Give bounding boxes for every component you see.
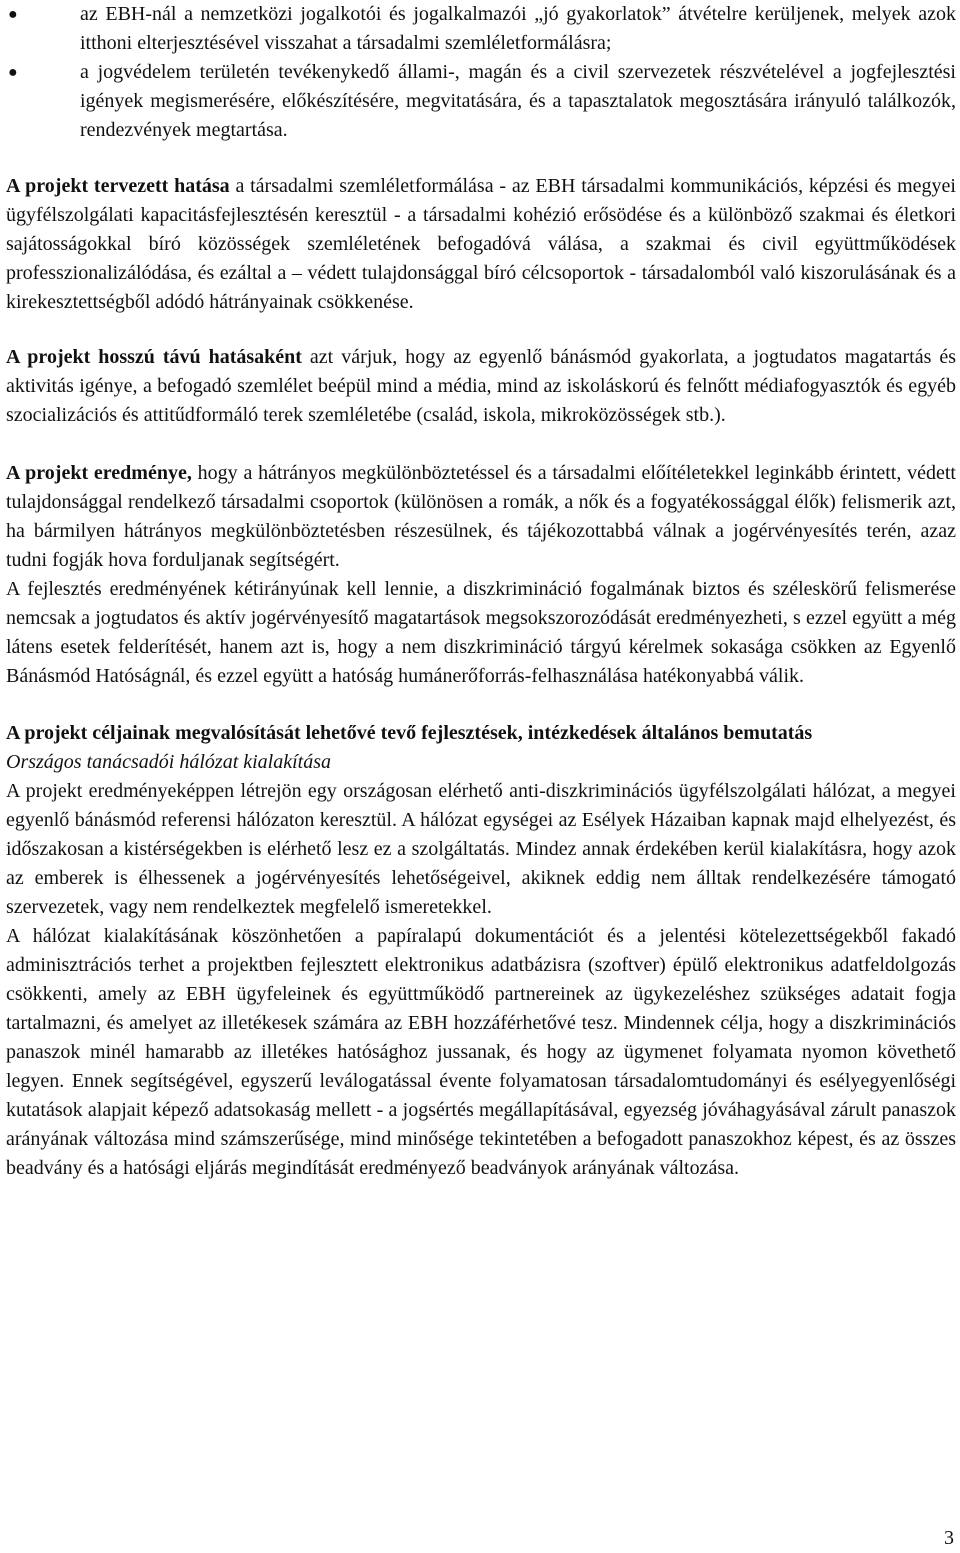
bullet-list — [6, 0, 956, 145]
paragraph-lead: A projekt hosszú távú hatásaként — [6, 346, 302, 368]
paragraph-result — [6, 459, 956, 575]
bullet-text: a jogvédelem területén tevékenykedő állami-, magán és a civil szervezetek részvételével a jogfejlesztési igények megismerésére, előkészítésére, megvitatására, és a tapasztalatok megosztására irányuló találkozók, rendezvények megtartása. — [80, 61, 956, 141]
paragraph-long-term-impact — [6, 343, 956, 430]
paragraph-network-database: A hálózat kialakításának köszönhetően a papíralapú dokumentációt és a jelentési kötelezettségekből fakadó adminisztrációs terhet a projektben fejlesztett elektronikus adatbázisra (szoftver) épülő elektronikus adatfeldolgozás csökkenti, amely az EBH ügyfeleinek és együttműködő partnereinek az ügykezeléshez szükséges adatait fogja tartalmazni, és amelyet az illetékesek számára az EBH hozzáférhetővé tesz. Mindennek célja, hogy a diszkriminációs panaszok minél hamarabb az illetékes hatósághoz jussanak, és hogy az ügymenet folyamata nyomon követhető legyen. Ennek segítségével, egyszerű leválogatással évente folyamatosan társadalomtudományi és esélyegyenlőségi kutatások alapjait képező adatsokaság mellett - a jogsértés megállapításával, egyezség jóváhagyásával zárult panaszok arányának változása mind számszerűsége, mind minősége tekintetében a befogadott panaszokhoz képest, és az összes beadvány és a hatósági eljárás megindítását eredményező beadványok arányának változása. — [6, 925, 956, 1179]
bullet-icon: ● — [8, 6, 18, 23]
paragraph-text: azt várjuk, hogy az egyenlő bánásmód gyakorlata, a jogtudatos magatartás és aktivitás igénye, a befogadó szemlélet beépül mind a média, mind az iskoláskorú és felnőtt médiafogyasztók és egyéb szocializációs és attitűdformáló terek szemléletébe (család, iskola, mikroközösségek stb.). — [6, 346, 956, 426]
paragraph-lead: A projekt eredménye, — [6, 462, 192, 484]
paragraph-network: A projekt eredményeképpen létrejön egy országosan elérhető anti-diszkriminációs ügyfélszolgálati hálózat, a megyei egyenlő bánásmód referensi hálózaton keresztül. A hálózat egységei az Esélyek Házaiban kapnak majd elhelyezést, és időszakosan a kistérségekben is elérhető lesz ez a szolgáltatás. Mindez annak érdekében kerül kialakításra, hogy azok az emberek is élhessenek a jogérvényesítés lehetőségeivel, akiknek eddig nem álltak rendelkezésére támogató szervezetek, vagy nem rendelkeztek megfelelő ismeretekkel. — [6, 780, 956, 918]
list-item — [6, 58, 956, 145]
bullet-text: az EBH-nál a nemzetközi jogalkotói és jogalkalmazói „jó gyakorlatok” átvételre kerüljenek, melyek azok itthoni elterjesztésével visszahat a társadalmi szemléletformálásra; — [80, 3, 956, 54]
list-item — [6, 0, 956, 58]
paragraph-development: A fejlesztés eredményének kétirányúnak kell lennie, a diszkrimináció fogalmának biztos és széleskörű felismerése nemcsak a jogtudatos és aktív jogérvényesítő magatartások megsokszorozódását eredményezheti, s ezzel együtt a még látens esetek felderítését, hanem azt is, hogy a nem diszkrimináció tárgyú kérelmek sokasága csökken az Egyenlő Bánásmód Hatóságnál, és ezzel együtt a hatóság humánerőforrás-felhasználása hatékonyabbá válik. — [6, 578, 956, 687]
page-number: 3 — [944, 1527, 954, 1549]
paragraph-lead: A projekt tervezett hatása — [6, 175, 230, 197]
paragraph-text: hogy a hátrányos megkülönböztetéssel és a társadalmi előítéletekkel leginkább érintett, védett tulajdonsággal rendelkező társadalmi csoportok (különösen a romák, a nők és a fogyatékossággal élők) felismerik azt, ha bármilyen hátrányos megkülönböztetésben részesülnek, és tájékozottabbá válnak a jogérvényesítés terén, azaz tudni fogják hova forduljanak segítségért. — [6, 462, 956, 571]
paragraph-text: a társadalmi szemléletformálása - az EBH társadalmi kommunikációs, képzési és megyei ügyfélszolgálati kapacitásfejlesztésén keresztül - a társadalmi kohézió erősödése és a különböző szakmai és életkori sajátosságokkal bíró közösségek szemléletének befogadóvá válása, a szakmai és civil együttműködések professzionalizálódása, és ezáltal a – védett tulajdonsággal bíró célcsoportok - társadalomból való kiszorulásának és a kirekesztettségből adódó hátrányainak csökkenése. — [6, 175, 956, 313]
section-heading: A projekt céljainak megvalósítását lehetővé tevő fejlesztések, intézkedések általános bemutatás — [6, 722, 813, 744]
subsection-heading: Országos tanácsadói hálózat kialakítása — [6, 751, 332, 773]
bullet-icon: ● — [8, 64, 18, 81]
document-page — [6, 0, 956, 1183]
paragraph-planned-impact — [6, 172, 956, 317]
